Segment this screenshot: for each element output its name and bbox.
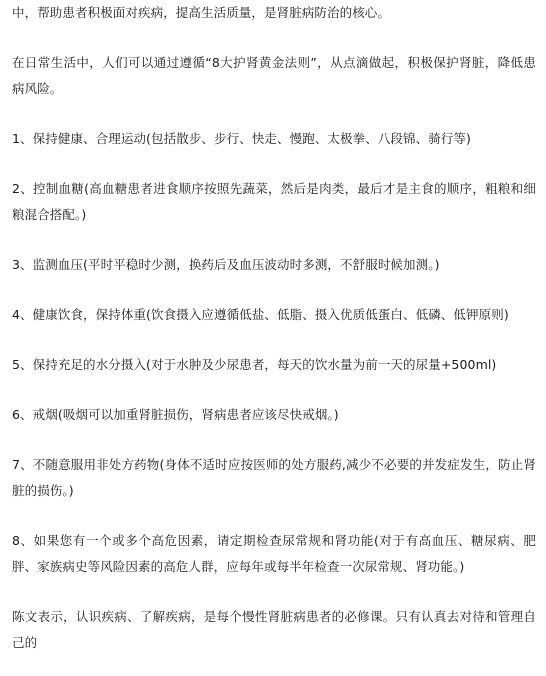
rule-4-diet-weight: 4、健康饮食，保持体重(饮食摄入应遵循低盐、低脂、摄入优质低蛋白、低磷、低钾原则)	[12, 307, 509, 322]
paragraph-closing-fragment: 陈文表示，认识疾病、了解疾病，是每个慢性肾脏病患者的必修课。只有认真去对待和管理自己的	[12, 609, 536, 650]
rule-7-medication: 7、不随意服用非处方药物(身体不适时应按医师的处方服药,减少不必要的并发症发生，防止肾脏的损伤。)	[12, 457, 536, 498]
rule-3-blood-pressure: 3、监测血压(平时平稳时少测，换药后及血压波动时多测，不舒服时候加测。)	[12, 257, 440, 272]
paragraph-intro-fragment: 中，帮助患者积极面对疾病，提高生活质量，是肾脏病防治的核心。	[12, 5, 391, 20]
rule-6-quit-smoking: 6、戒烟(吸烟可以加重肾脏损伤，肾病患者应该尽快戒烟。)	[12, 407, 339, 422]
article-body	[12, 0, 536, 656]
rule-1-exercise: 1、保持健康、合理运动(包括散步、步行、快走、慢跑、太极拳、八段锦、骑行等)	[12, 131, 472, 146]
rule-5-hydration: 5、保持充足的水分摄入(对于水肿及少尿患者，每天的饮水量为前一天的尿量+500ml)	[12, 357, 497, 372]
rule-2-blood-sugar: 2、控制血糖(高血糖患者进食顺序按照先蔬菜，然后是肉类，最后才是主食的顺序，粗粮和细粮混合搭配。)	[12, 181, 536, 222]
rule-8-checkups: 8、如果您有一个或多个高危因素，请定期检查尿常规和肾功能(对于有高血压、糖尿病、肥胖、家族病史等风险因素的高危人群，应每年或每半年检查一次尿常规、肾功能。)	[12, 533, 536, 574]
paragraph-golden-rules-intro: 在日常生活中，人们可以通过遵循“8大护肾黄金法则”，从点滴做起，积极保护肾脏，降低患病风险。	[12, 55, 536, 96]
